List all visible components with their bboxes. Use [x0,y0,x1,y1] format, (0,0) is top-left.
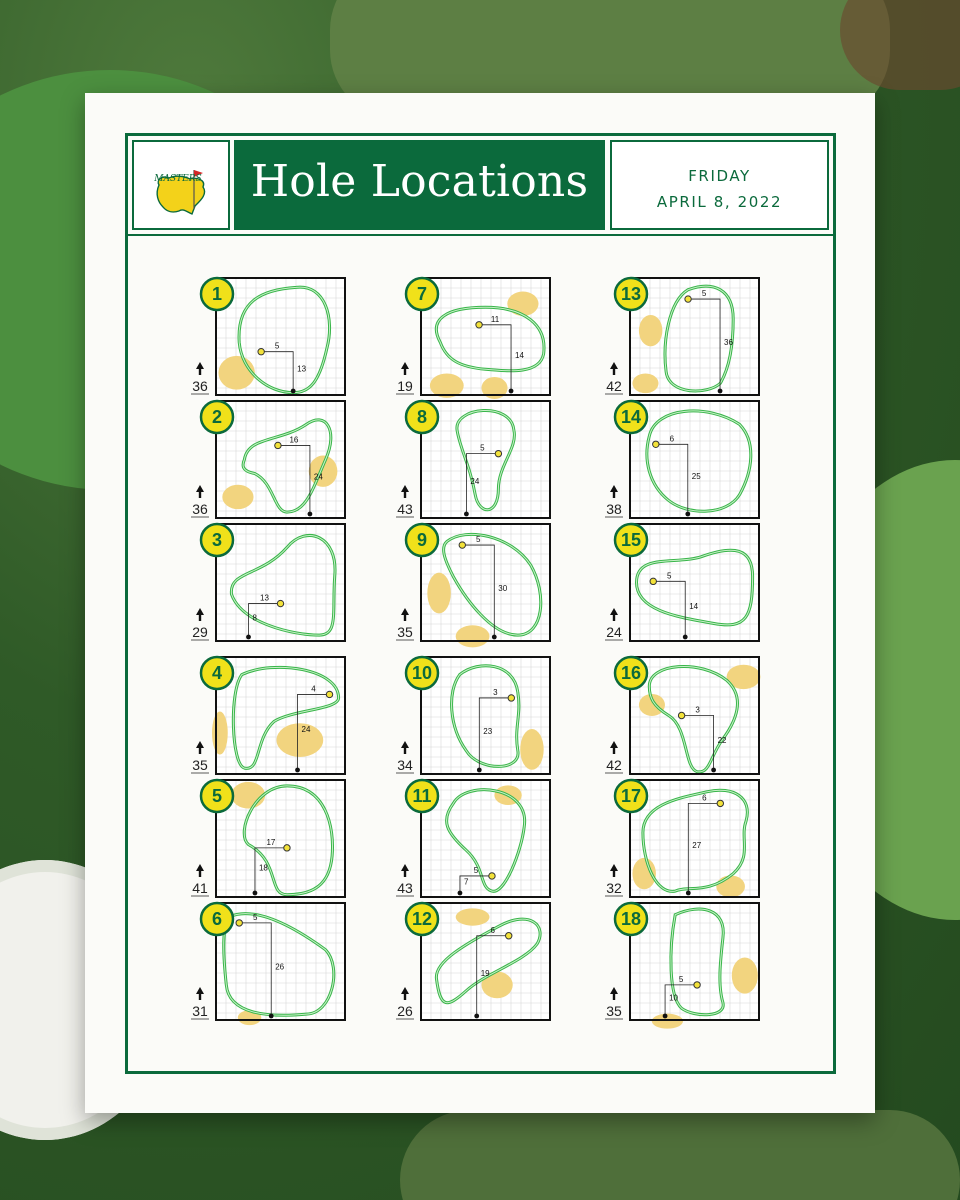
hole-diagram-16 [602,655,765,778]
front-marker [308,512,313,517]
date-day: FRIDAY [688,167,751,185]
hole-8-svg [393,399,556,522]
pin-distance-front: 24 [301,725,311,735]
front-marker [477,768,482,773]
green-depth: 26 [397,1003,413,1019]
up-arrow-icon [196,987,204,1000]
logo-text: MASTERS [154,174,202,184]
up-arrow-icon [401,987,409,1000]
up-arrow-icon [401,741,409,754]
front-marker [295,768,300,773]
front-marker [685,512,690,517]
page-title: Hole Locations [250,156,589,207]
front-marker [718,389,723,394]
up-arrow-icon [196,864,204,877]
hole-number: 18 [620,909,642,929]
hole-diagram-13 [602,276,765,399]
pin-distance-front: 7 [463,877,469,887]
front-marker [253,891,258,896]
front-marker [458,891,463,896]
up-arrow-icon [196,608,204,621]
pin-marker [685,296,691,302]
hole-diagram-1 [188,276,351,399]
pin-distance-side: 3 [695,705,700,715]
front-marker [683,635,688,640]
hole-number: 4 [211,663,223,683]
hole-number: 6 [211,909,223,929]
pin-distance-side: 5 [678,974,684,984]
front-marker [464,512,469,517]
hole-diagram-9 [393,522,556,645]
up-arrow-icon [610,485,618,498]
pin-distance-side: 5 [252,912,258,922]
pin-distance-side: 5 [476,535,481,545]
pin-distance-front: 8 [252,613,257,623]
hole-number: 5 [211,786,223,806]
pin-distance-side: 17 [266,837,276,847]
front-marker [509,389,514,394]
bunker [456,625,490,647]
hole-number: 13 [620,284,642,304]
green-depth: 29 [192,624,208,640]
pin-marker [277,600,283,606]
front-marker [663,1014,668,1019]
up-arrow-icon [610,362,618,375]
pin-distance-side: 6 [669,434,675,444]
hole-number: 7 [416,284,428,304]
pin-distance-front: 13 [297,364,307,374]
bunker [212,712,228,755]
hole-4-svg [188,655,351,778]
hole-17-svg [602,778,765,901]
green-depth: 35 [606,1003,622,1019]
green-depth: 43 [397,880,413,896]
hole-13-svg [602,276,765,399]
hole-number: 1 [211,284,223,304]
hole-number: 2 [211,407,223,427]
green-depth: 19 [397,378,413,394]
green-depth: 43 [397,501,413,517]
hole-diagram-6 [188,901,351,1024]
green-depth: 32 [606,880,622,896]
front-marker [269,1014,274,1019]
up-arrow-icon [610,987,618,1000]
up-arrow-icon [196,485,204,498]
pin-distance-front: 10 [669,993,678,1003]
pin-marker [508,695,514,701]
up-arrow-icon [401,485,409,498]
pin-marker [489,873,495,879]
hole-diagram-10 [393,655,556,778]
up-arrow-icon [610,741,618,754]
hole-diagram-7 [393,276,556,399]
up-arrow-icon [401,608,409,621]
hole-number: 17 [620,786,642,806]
bunker [639,315,662,346]
hole-14-svg [602,399,765,522]
up-arrow-icon [610,864,618,877]
pin-marker [236,920,242,926]
front-marker [492,635,497,640]
front-marker [474,1014,479,1019]
pin-distance-side: 11 [490,314,500,324]
front-marker [711,768,716,773]
hole-diagram-18 [602,901,765,1024]
bunker [507,292,538,316]
pin-marker [258,349,264,355]
bunker [231,782,265,809]
date-full: APRIL 8, 2022 [656,193,783,211]
pin-distance-front: 36 [724,338,733,348]
hole-number: 3 [211,530,223,550]
pin-distance-front: 23 [483,726,493,736]
hole-number: 10 [411,663,433,683]
green-depth: 36 [192,501,208,517]
green-depth: 42 [606,757,622,773]
front-marker [686,891,691,896]
pin-distance-front: 19 [480,968,490,978]
pin-distance-front: 18 [258,863,268,873]
pin-distance-front: 24 [313,472,323,482]
pin-distance-front: 30 [498,584,508,594]
green-depth: 42 [606,378,622,394]
hole-number: 12 [411,909,433,929]
green-depth: 24 [606,624,622,640]
bunker [277,723,324,757]
pin-distance-front: 25 [691,472,701,482]
green-depth: 34 [397,757,413,773]
front-marker [291,389,296,394]
hole-number: 14 [620,407,642,427]
hole-6-svg [188,901,351,1024]
pin-distance-front: 14 [689,602,699,612]
up-arrow-icon [610,608,618,621]
hole-5-svg [188,778,351,901]
pin-marker [653,441,659,447]
pin-distance-side: 5 [701,289,707,299]
hole-locations-sheet [85,93,875,1113]
pin-distance-side: 13 [260,593,269,603]
hole-number: 11 [412,786,432,806]
green-depth: 31 [192,1003,208,1019]
hole-diagram-14 [602,399,765,522]
pin-distance-side: 3 [493,687,498,697]
background-trees [400,1110,960,1200]
pin-distance-front: 26 [275,962,285,972]
hole-2-svg [188,399,351,522]
hole-diagram-8 [393,399,556,522]
bunker [222,485,253,509]
pin-distance-front: 14 [515,350,524,360]
up-arrow-icon [196,741,204,754]
up-arrow-icon [196,362,204,375]
pin-distance-front: 22 [717,735,727,745]
bunker [632,373,658,393]
hole-16-svg [602,655,765,778]
hole-diagram-17 [602,778,765,901]
bunker [218,356,254,390]
pin-distance-side: 6 [490,925,495,935]
pin-marker [650,578,656,584]
hole-9-svg [393,522,556,645]
green-depth: 36 [192,378,208,394]
up-arrow-icon [401,864,409,877]
hole-diagram-2 [188,399,351,522]
pin-marker [275,442,281,448]
bunker [716,875,745,897]
hole-number: 9 [416,530,428,550]
bunker [732,958,758,994]
pin-distance-side: 16 [289,435,299,445]
front-marker [246,635,251,640]
pin-marker [678,712,684,718]
green-depth: 35 [397,624,413,640]
pin-distance-side: 5 [480,443,485,453]
hole-1-svg [188,276,351,399]
hole-15-svg [602,522,765,645]
pin-marker [476,322,482,328]
hole-10-svg [393,655,556,778]
pin-distance-front: 27 [692,841,702,851]
pin-distance-front: 24 [470,476,480,486]
hole-11-svg [393,778,556,901]
hole-diagram-15 [602,522,765,645]
hole-number: 15 [620,530,642,550]
pin-marker [459,542,465,548]
green-depth: 38 [606,501,622,517]
hole-diagram-4 [188,655,351,778]
sheet-frame [125,133,836,1074]
bunker [520,729,543,770]
hole-18-svg [602,901,765,1024]
pin-distance-side: 4 [311,684,316,694]
bunker [456,908,490,925]
hole-number: 16 [620,663,642,683]
pin-marker [284,845,290,851]
pin-marker [326,691,332,697]
pin-marker [717,800,723,806]
up-arrow-icon [401,362,409,375]
pin-marker [506,933,512,939]
pin-distance-side: 5 [274,341,280,351]
green-depth: 35 [192,757,208,773]
hole-diagram-12 [393,901,556,1024]
hole-7-svg [393,276,556,399]
pin-distance-side: 6 [702,793,707,803]
bunker [309,456,338,487]
hole-diagram-3 [188,522,351,645]
pin-distance-side: 5 [473,865,479,875]
green-depth: 41 [192,880,208,896]
hole-diagram-5 [188,778,351,901]
hole-grid [128,136,833,1071]
hole-number: 8 [416,407,428,427]
bunker [427,573,450,614]
pin-distance-side: 5 [666,571,672,581]
hole-diagram-11 [393,778,556,901]
pin-marker [694,982,700,988]
pin-marker [495,450,501,456]
hole-12-svg [393,901,556,1024]
hole-3-svg [188,522,351,645]
